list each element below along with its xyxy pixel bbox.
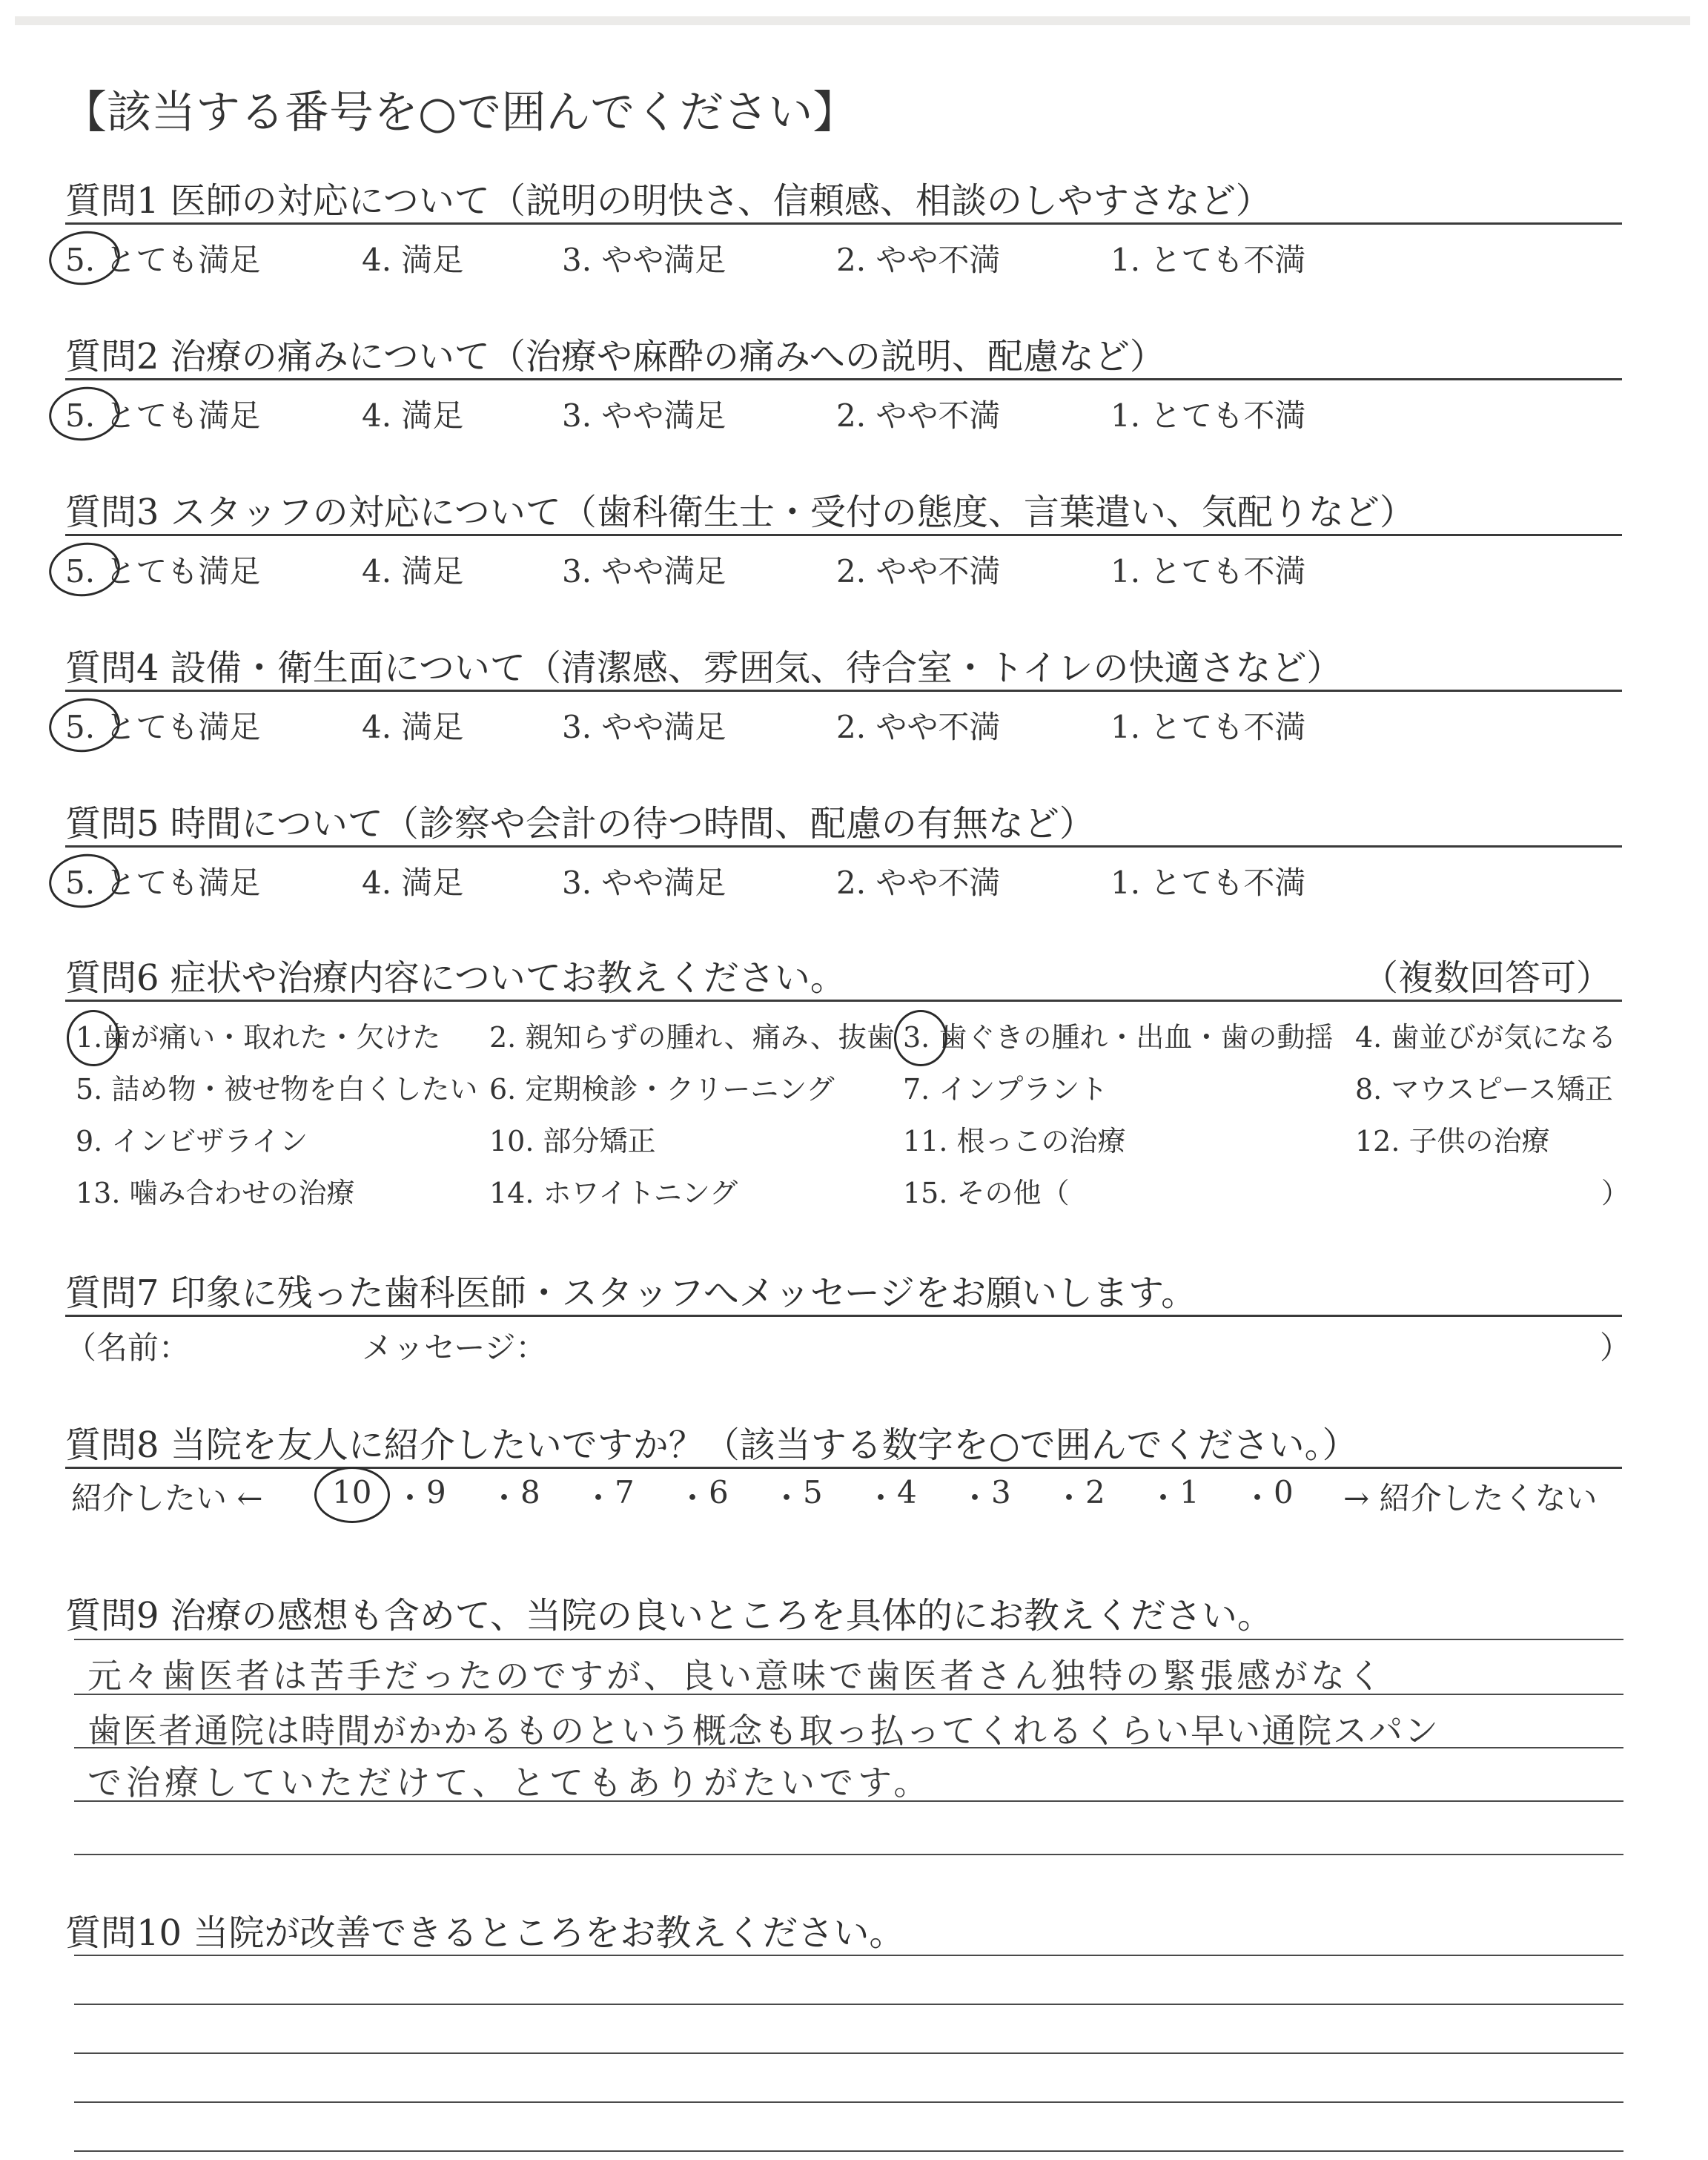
rating-option[interactable]: 4. 満足 xyxy=(362,553,464,589)
rating-option[interactable]: 1. とても不満 xyxy=(1110,397,1306,434)
question-4-title: 質問4 設備・衛生面について（清潔感、雰囲気、待合室・トイレの快適さなど） xyxy=(65,647,1343,689)
rating-option[interactable]: 5. とても満足 xyxy=(65,553,261,589)
symptom-option[interactable]: 2. 親知らずの腫れ、痛み、抜歯 xyxy=(489,1021,895,1054)
question-5-rule xyxy=(65,845,1622,848)
question-7 xyxy=(65,1264,1632,1368)
rating-option[interactable]: 2. やや不満 xyxy=(836,709,1001,745)
selection-circle xyxy=(67,1010,120,1066)
rating-option[interactable]: 5. とても満足 xyxy=(65,397,261,434)
question-9-title: 質問9 治療の感想も含めて、当院の良いところを具体的にお教えください。 xyxy=(65,1595,1273,1636)
question-9 xyxy=(65,1587,1622,1636)
question-5 xyxy=(65,795,1622,943)
scale-number[interactable]: 0 xyxy=(1274,1474,1294,1510)
selection-circle xyxy=(894,1010,947,1066)
message-field-label[interactable]: メッセージ： xyxy=(362,1330,547,1366)
rating-option[interactable]: 3. やや満足 xyxy=(562,709,726,745)
symptom-option[interactable]: 9. インビザライン xyxy=(76,1125,308,1157)
rating-option[interactable]: 1. とても不満 xyxy=(1110,553,1306,589)
question-1-rule xyxy=(65,222,1622,225)
scale-separator: ・ xyxy=(583,1480,615,1516)
rating-option[interactable]: 4. 満足 xyxy=(362,397,464,434)
symptom-option[interactable]: 5. 詰め物・被せ物を白くしたい xyxy=(76,1073,478,1106)
question-10-title: 質問10 当院が改善できるところをお教えください。 xyxy=(65,1912,905,1954)
rating-option[interactable]: 1. とても不満 xyxy=(1110,242,1306,278)
rating-option[interactable]: 1. とても不満 xyxy=(1110,865,1306,901)
scale-number[interactable]: 2 xyxy=(1085,1474,1105,1510)
symptom-option[interactable]: 13. 噛み合わせの治療 xyxy=(76,1177,355,1209)
answer-line xyxy=(74,1854,1623,1855)
symptom-option[interactable]: 7. インプラント xyxy=(903,1073,1108,1106)
multiple-answers-note: （複数回答可） xyxy=(1363,957,1612,999)
symptom-option[interactable]: 8. マウスピース矯正 xyxy=(1355,1073,1613,1106)
not-recommend-label: → 紹介したくない xyxy=(1343,1480,1598,1516)
answer-line xyxy=(74,2004,1623,2005)
symptom-option[interactable]: 12. 子供の治療 xyxy=(1355,1125,1550,1157)
scale-separator: ・ xyxy=(1053,1480,1085,1516)
scale-separator: ・ xyxy=(1148,1480,1179,1516)
handwritten-answer-line-1: 元々歯医者は苦手だったのですが、良い意味で歯医者さん独特の緊張感がなく xyxy=(87,1656,1385,1696)
question-3-rule xyxy=(65,534,1622,536)
rating-option[interactable]: 4. 満足 xyxy=(362,709,464,745)
handwritten-answer-line-2: 歯医者通院は時間がかかるものという概念も取っ払ってくれるくらい早い通院スパン xyxy=(87,1711,1440,1751)
question-10 xyxy=(65,1904,1622,1954)
answer-line xyxy=(74,1955,1623,1956)
symptom-option[interactable]: 3. 歯ぐきの腫れ・出血・歯の動揺 xyxy=(903,1021,1334,1054)
scale-separator: ・ xyxy=(771,1480,803,1516)
scale-number[interactable]: 3 xyxy=(991,1474,1011,1510)
answer-line xyxy=(74,2150,1623,2152)
scale-separator: ・ xyxy=(394,1480,426,1516)
question-2 xyxy=(65,328,1622,476)
symptom-option[interactable]: 6. 定期検診・クリーニング xyxy=(489,1073,835,1106)
question-7-rule xyxy=(65,1315,1622,1317)
scale-separator: ・ xyxy=(959,1480,991,1516)
scale-separator: ・ xyxy=(677,1480,709,1516)
rating-option[interactable]: 5. とても満足 xyxy=(65,709,261,745)
rating-option[interactable]: 2. やや不満 xyxy=(836,397,1001,434)
form-heading: 【該当する番号を○で囲んでください】 xyxy=(62,87,858,139)
answer-line xyxy=(74,2052,1623,2054)
rating-option[interactable]: 4. 満足 xyxy=(362,242,464,278)
question-8-title: 質問8 当院を友人に紹介したいですか？（該当する数字を○で囲んでください。） xyxy=(65,1424,1358,1466)
scale-number[interactable]: 1 xyxy=(1179,1474,1199,1510)
question-6-title: 質問6 症状や治療内容についてお教えください。 xyxy=(65,957,846,999)
rating-option[interactable]: 2. やや不満 xyxy=(836,553,1001,589)
question-5-title: 質問5 時間について（診察や会計の待つ時間、配慮の有無など） xyxy=(65,803,1095,845)
symptom-option[interactable]: 1.歯が痛い・取れた・欠けた xyxy=(76,1021,441,1054)
question-2-title: 質問2 治療の痛みについて（治療や麻酔の痛みへの説明、配慮など） xyxy=(65,336,1165,377)
question-3-title: 質問3 スタッフの対応について（歯科衛生士・受付の態度、言葉遣い、気配りなど） xyxy=(65,492,1415,533)
question-1 xyxy=(65,172,1622,320)
symptom-option[interactable]: 15. その他（ xyxy=(903,1177,1070,1209)
selection-circle xyxy=(314,1467,390,1523)
symptom-option[interactable]: 4. 歯並びが気になる xyxy=(1355,1021,1617,1054)
rating-option[interactable]: 4. 満足 xyxy=(362,865,464,901)
scale-number[interactable]: 7 xyxy=(615,1474,635,1510)
rating-option[interactable]: 5. とても満足 xyxy=(65,865,261,901)
scale-separator: ・ xyxy=(865,1480,897,1516)
question-2-rule xyxy=(65,378,1622,380)
question-7-title: 質問7 印象に残った歯科医師・スタッフへメッセージをお願いします。 xyxy=(65,1272,1197,1314)
recommend-label: 紹介したい ← xyxy=(71,1480,263,1516)
question-8-rule xyxy=(65,1467,1622,1469)
scan-top-edge xyxy=(15,16,1690,25)
scale-number[interactable]: 5 xyxy=(803,1474,823,1510)
rating-option[interactable]: 1. とても不満 xyxy=(1110,709,1306,745)
scale-separator: ・ xyxy=(1242,1480,1274,1516)
rating-option[interactable]: 3. やや満足 xyxy=(562,397,726,434)
symptom-option[interactable]: 10. 部分矯正 xyxy=(489,1125,656,1157)
question-1-title: 質問1 医師の対応について（説明の明快さ、信頼感、相談のしやすさなど） xyxy=(65,180,1271,222)
scale-number[interactable]: 10 xyxy=(332,1474,372,1510)
rating-option[interactable]: 2. やや不満 xyxy=(836,242,1001,278)
question-3 xyxy=(65,483,1622,632)
question-6-rule xyxy=(65,1000,1622,1002)
other-close-paren: ） xyxy=(1601,1177,1630,1209)
rating-option[interactable]: 3. やや満足 xyxy=(562,242,726,278)
rating-option[interactable]: 5. とても満足 xyxy=(65,242,261,278)
scale-number[interactable]: 6 xyxy=(709,1474,729,1510)
rating-option[interactable]: 3. やや満足 xyxy=(562,865,726,901)
rating-option[interactable]: 3. やや満足 xyxy=(562,553,726,589)
question-6 xyxy=(65,949,1630,1231)
question-4 xyxy=(65,639,1622,787)
answer-line xyxy=(74,2101,1623,2103)
handwritten-answer-line-3: で治療していただけて、とてもありがたいです。 xyxy=(87,1763,933,1803)
answer-line xyxy=(74,1639,1623,1640)
scale-separator: ・ xyxy=(489,1480,520,1516)
question-4-rule xyxy=(65,690,1622,692)
name-field-label[interactable]: （名前： xyxy=(65,1330,191,1366)
rating-option[interactable]: 2. やや不満 xyxy=(836,865,1001,901)
scale-number[interactable]: 8 xyxy=(520,1474,540,1510)
scale-number[interactable]: 9 xyxy=(426,1474,446,1510)
symptom-option[interactable]: 11. 根っこの治療 xyxy=(903,1125,1126,1157)
symptom-option[interactable]: 14. ホワイトニング xyxy=(489,1177,738,1209)
scale-number[interactable]: 4 xyxy=(897,1474,917,1510)
q7-close-paren: ） xyxy=(1600,1330,1632,1366)
